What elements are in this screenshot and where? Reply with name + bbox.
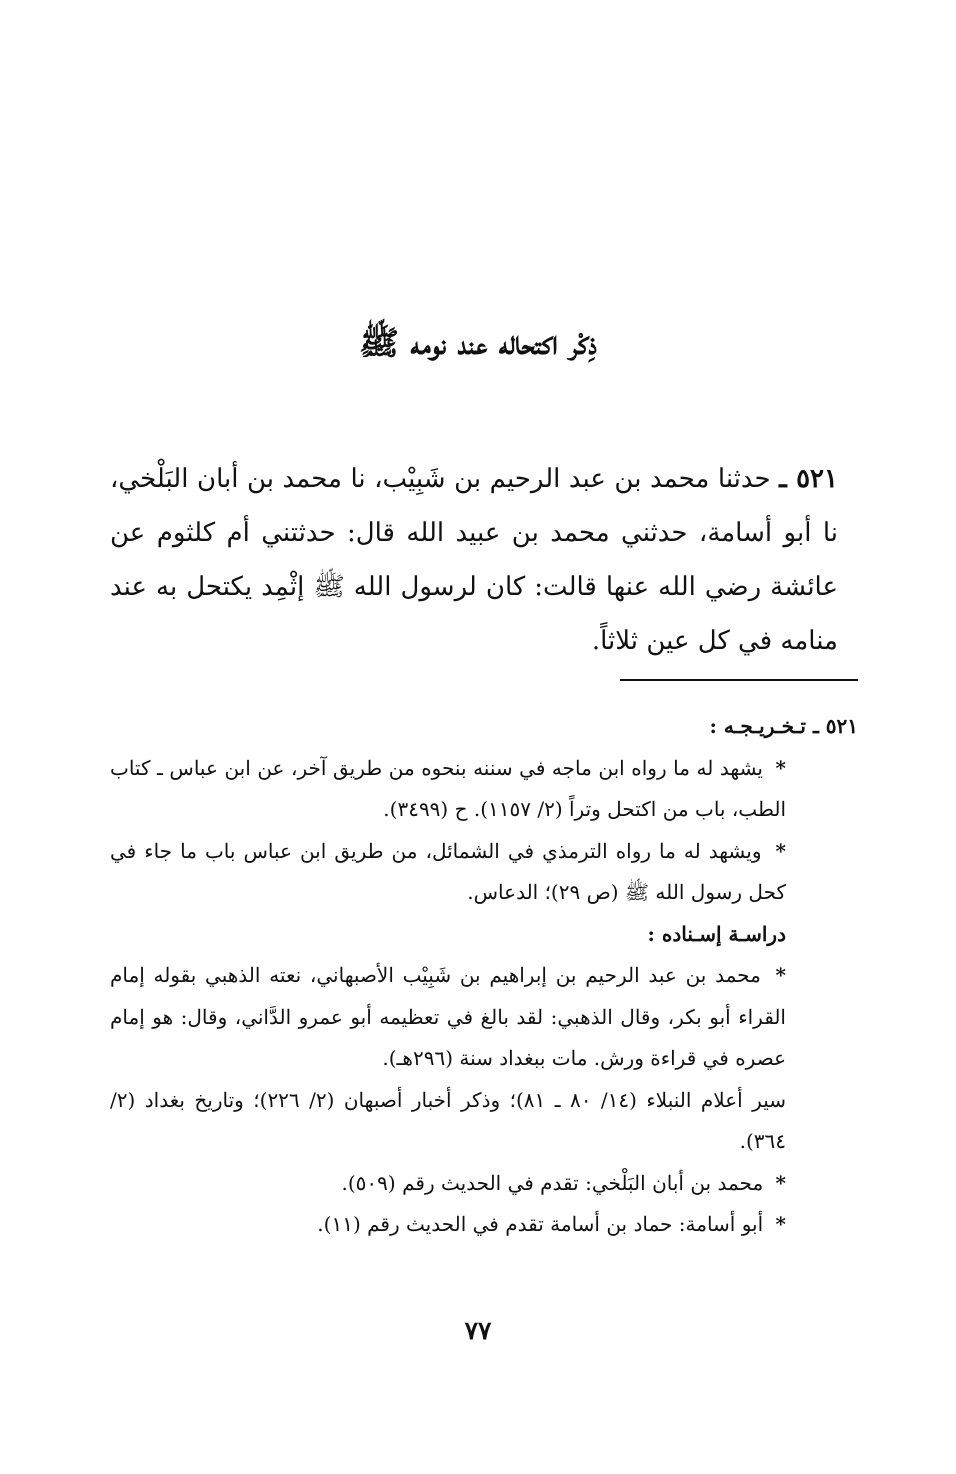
isnad-reference: سير أعلام النبلاء (١٤/ ٨٠ ـ ٨١)؛ وذكر أخبار أصبهان (٢/ ٢٢٦)؛ وتاريخ بغداد (٢/ ٣٦٤). [110,1087,786,1153]
page-number: ٧٧ [464,1316,492,1345]
bullet-icon: * [775,838,787,863]
isnad-heading: دراسـة إسـناده : [647,921,786,946]
bullet-icon: * [775,1170,786,1195]
takhrij-heading: ٥٢١ ـ تـخـريـجـه : [709,714,858,738]
isnad-note-1 [110,955,786,1080]
bullet-icon: * [775,963,787,987]
isnad-note-2-text: محمد بن أبان البَلْخي: تقدم في الحديث رقم (٥٠٩). [341,1170,764,1195]
hadith-number: ٥٢١ ـ [779,464,838,494]
isnad-note-2 [110,1163,786,1205]
hadith-text: حدثنا محمد بن عبد الرحيم بن شَبِيْب، نا محمد بن أبان البَلْخي، نا أبو أسامة، حدثني محمد بن عبيد الله قال: حدثتني أم كلثوم عن عائشة رضي الله عنها قالت: كان لرسول الله ﷺ إثْمِد يكتحل به عند منامه في كل عين ثلاثاً. [110,464,838,656]
bullet-icon: * [775,755,787,780]
footnote-divider [620,679,858,681]
isnad-note-3-text: أبو أسامة: حماد بن أسامة تقدم في الحديث رقم (١١). [317,1212,764,1236]
chapter-title: ذِكْر اكتحاله عند نومه ﷺ [359,323,597,362]
footnotes [110,706,858,1246]
takhrij-note-1-text: يشهد له ما رواه ابن ماجه في سننه بنحوه من طريق آخر، عن ابن عباس ـ كتاب الطب، باب من اكتحل وتراً (٢/ ١١٥٧). ح (٣٤٩٩). [110,755,786,821]
isnad-note-3 [110,1204,786,1246]
bullet-icon: * [775,1212,786,1236]
takhrij-note-2 [110,831,786,914]
takhrij-note-1 [110,748,786,831]
hadith-text-block [110,452,838,668]
takhrij-note-2-text: ويشهد له ما رواه الترمذي في الشمائل، من طريق ابن عباس باب ما جاء في كحل رسول الله ﷺ (ص ٢٩)؛ الدعاس. [110,838,786,904]
isnad-note-1-text: محمد بن عبد الرحيم بن إبراهيم بن شَبِيْب الأصبهاني، نعته الذهبي بقوله إمام القراء أبو بكر، وقال الذهبي: لقد بالغ في تعظيمه أبو عمرو الدَّاني، وقال: هو إمام عصره في قراءة ورش. مات ببغداد سنة (٢٩٦هـ). [110,963,786,1070]
